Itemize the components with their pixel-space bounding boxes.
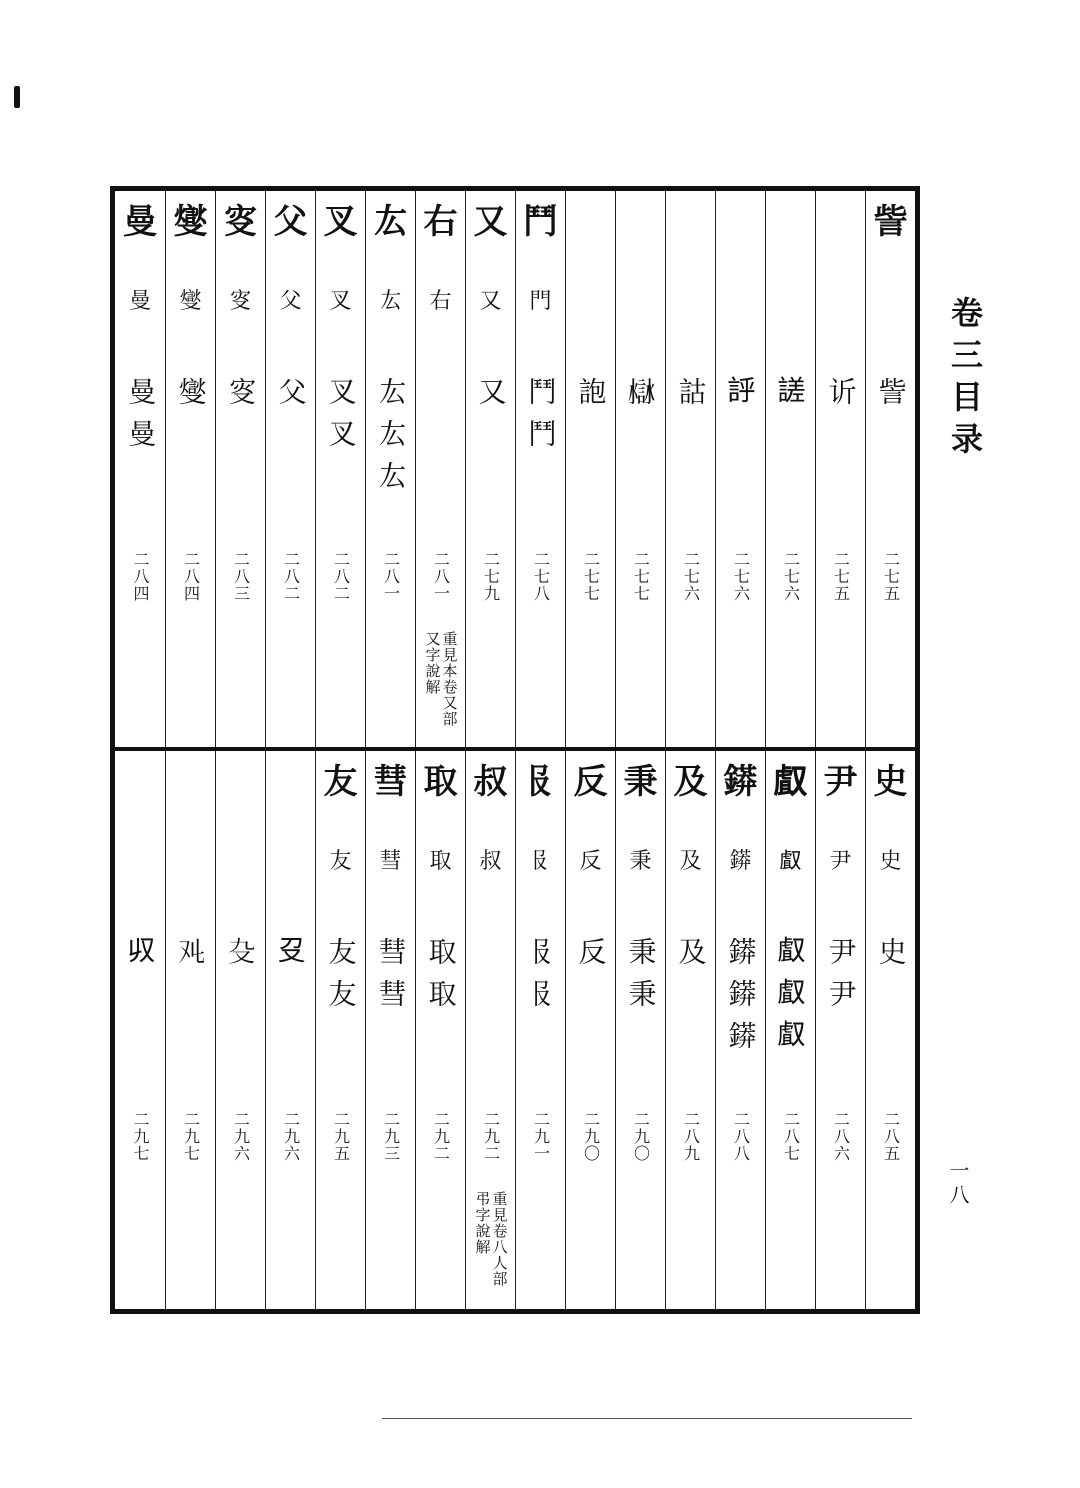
variant-forms: 𠬜: [174, 937, 208, 979]
variant-forms: 叜: [224, 377, 258, 419]
index-table: [110, 186, 920, 1314]
entry-column: [415, 191, 465, 747]
seal-character: 秉: [623, 762, 658, 802]
seal-character: 曼: [123, 202, 157, 242]
entry-number: 二七七: [581, 551, 601, 602]
entry-column: [865, 751, 915, 1309]
regular-character: 友: [329, 849, 352, 874]
footer-rule: [382, 1418, 912, 1419]
entry-number: 二九〇: [581, 1111, 601, 1162]
entry-number: 二七六: [731, 551, 751, 602]
variant-forms: 𧦝: [724, 377, 757, 419]
variant-forms: 父: [274, 377, 308, 419]
seal-character: 父: [273, 202, 308, 242]
entry-column: [765, 191, 815, 747]
variant-forms: 詁: [674, 377, 708, 419]
entry-column: [215, 191, 265, 747]
entry-column: [615, 191, 665, 747]
seal-character: 叉: [323, 202, 358, 242]
entry-column: [865, 191, 915, 747]
volume-title: 卷三目录: [946, 296, 984, 464]
entry-column: [815, 191, 865, 747]
entry-number: 二八七: [781, 1111, 801, 1162]
entry-column: [265, 751, 315, 1309]
seal-character: 叜: [223, 202, 258, 242]
variant-forms: 䛌: [574, 377, 608, 419]
entry-column: [265, 191, 315, 747]
entry-column: [365, 751, 415, 1309]
regular-character: 秉: [629, 849, 652, 874]
entry-number: 二九〇: [631, 1111, 651, 1162]
seal-character: 𠬝: [523, 762, 558, 802]
variant-forms: 䜣: [824, 377, 858, 419]
seal-character: 取: [423, 762, 458, 802]
regular-character: 及: [679, 849, 702, 874]
entry-number: 二七七: [631, 551, 651, 602]
entry-number: 二九六: [231, 1111, 251, 1162]
variant-forms: 𠬚: [224, 937, 258, 979]
entry-number: 二七九: [481, 551, 501, 602]
entry-column: [465, 191, 515, 747]
variant-forms: 史: [874, 937, 908, 979]
seal-character: 厷: [373, 202, 408, 242]
entry-number: 二八四: [181, 551, 201, 602]
seal-character: 訾: [873, 202, 908, 242]
entry-number: 二九二: [431, 1111, 451, 1162]
seal-character: 又: [473, 202, 508, 242]
entry-number: 二八九: [681, 1111, 701, 1162]
entry-column: [615, 751, 665, 1309]
entry-number: 二九五: [331, 1111, 351, 1162]
variant-forms: 𠬞: [123, 937, 157, 979]
variant-forms: 𠭯𠭯𠭯: [774, 937, 807, 1063]
regular-character: 𠬝: [529, 849, 552, 874]
variant-forms: 𠬛: [274, 937, 307, 979]
entry-number: 二九六: [281, 1111, 301, 1162]
entry-column: [365, 191, 415, 747]
entry-number: 二七五: [881, 551, 901, 602]
entry-number: 二八二: [331, 551, 351, 602]
regular-character: 叜: [229, 289, 252, 314]
regular-character: 反: [579, 849, 602, 874]
variant-forms: 曼曼: [124, 377, 157, 461]
entry-number: 二八八: [731, 1111, 751, 1162]
entry-column: [165, 191, 215, 747]
seal-character: 鬥: [523, 202, 558, 242]
entry-column: [115, 751, 165, 1309]
seal-character: 反: [573, 762, 608, 802]
regular-character: 右: [429, 289, 452, 314]
regular-character: 又: [479, 289, 502, 314]
entry-number: 二八一: [381, 551, 401, 602]
regular-character: 叔: [479, 849, 502, 874]
variant-forms: 又: [474, 377, 508, 419]
entry-column: [665, 191, 715, 747]
regular-character: 尹: [829, 849, 852, 874]
regular-character: 史: [879, 849, 902, 874]
variant-forms: 尹尹: [824, 937, 858, 1021]
variant-forms: 反: [574, 937, 608, 979]
variant-forms: 䥈䥈䥈: [724, 937, 758, 1063]
seal-character: 燮: [173, 202, 208, 242]
entry-column: [665, 751, 715, 1309]
entry-column: [115, 191, 165, 747]
cross-reference-note: 重見卷八人部弔字說解: [473, 1191, 509, 1287]
entry-column: [715, 191, 765, 747]
index-row-top: [115, 191, 915, 747]
entry-number: 二八五: [881, 1111, 901, 1162]
variant-forms: 秉秉: [624, 937, 658, 1021]
variant-forms: 取取: [424, 937, 458, 1021]
entry-number: 二七六: [681, 551, 701, 602]
seal-character: 䥈: [723, 762, 758, 802]
variant-forms: 𧩁: [624, 377, 658, 419]
entry-column: [715, 751, 765, 1309]
variant-forms: 𧪘: [774, 377, 807, 419]
entry-column: [315, 191, 365, 747]
entry-column: [465, 751, 515, 1309]
regular-character: 叉: [329, 289, 352, 314]
cross-reference-note: 重見本卷又部又字說解: [423, 631, 459, 727]
variant-forms: 友友: [324, 937, 358, 1021]
variant-forms: 訾: [874, 377, 908, 419]
seal-character: 尹: [823, 762, 858, 802]
seal-character: 史: [873, 762, 908, 802]
entry-column: [565, 191, 615, 747]
index-row-bottom: [115, 751, 915, 1309]
entry-column: [415, 751, 465, 1309]
entry-number: 二八六: [831, 1111, 851, 1162]
variant-forms: 叉叉: [324, 377, 358, 461]
seal-character: 右: [423, 202, 458, 242]
regular-character: 取: [429, 849, 452, 874]
entry-column: [165, 751, 215, 1309]
entry-column: [815, 751, 865, 1309]
seal-character: 叔: [473, 762, 508, 802]
entry-number: 二九七: [131, 1111, 150, 1162]
seal-character: 𠭯: [773, 762, 808, 802]
variant-forms: 鬥鬥: [524, 377, 558, 461]
entry-number: 二七八: [531, 551, 551, 602]
seal-character: 及: [673, 762, 708, 802]
seal-character: 彗: [373, 762, 408, 802]
entry-number: 二九一: [531, 1111, 551, 1162]
entry-number: 二八一: [431, 551, 451, 602]
entry-number: 二七五: [831, 551, 851, 602]
entry-column: [565, 751, 615, 1309]
entry-column: [515, 191, 565, 747]
variant-forms: 厷厷厷: [374, 377, 408, 503]
regular-character: 燮: [179, 289, 202, 314]
entry-number: 二九二: [481, 1111, 501, 1162]
regular-character: 彗: [379, 849, 402, 874]
entry-number: 二九七: [181, 1111, 201, 1162]
entry-column: [765, 751, 815, 1309]
regular-character: 父: [279, 289, 302, 314]
regular-character: 䥈: [729, 849, 752, 874]
entry-number: 二八三: [231, 551, 251, 602]
variant-forms: 燮: [174, 377, 208, 419]
regular-character: 厷: [379, 289, 402, 314]
entry-number: 二七六: [781, 551, 801, 602]
page-number: 一八: [946, 1160, 970, 1208]
regular-character: 𠭯: [779, 849, 802, 874]
variant-forms: 及: [674, 937, 708, 979]
seal-character: 友: [323, 762, 358, 802]
entry-column: [215, 751, 265, 1309]
variant-forms: 𠬝𠬝: [524, 937, 558, 1021]
variant-forms: 彗彗: [374, 937, 408, 1021]
regular-character: 曼: [128, 289, 151, 314]
entry-column: [515, 751, 565, 1309]
entry-number: 二九三: [381, 1111, 401, 1162]
entry-number: 二八四: [131, 551, 150, 602]
page-edge-mark: [14, 86, 20, 108]
entry-column: [315, 751, 365, 1309]
regular-character: 門: [529, 289, 552, 314]
volume-header: [942, 296, 992, 464]
entry-number: 二八二: [281, 551, 301, 602]
